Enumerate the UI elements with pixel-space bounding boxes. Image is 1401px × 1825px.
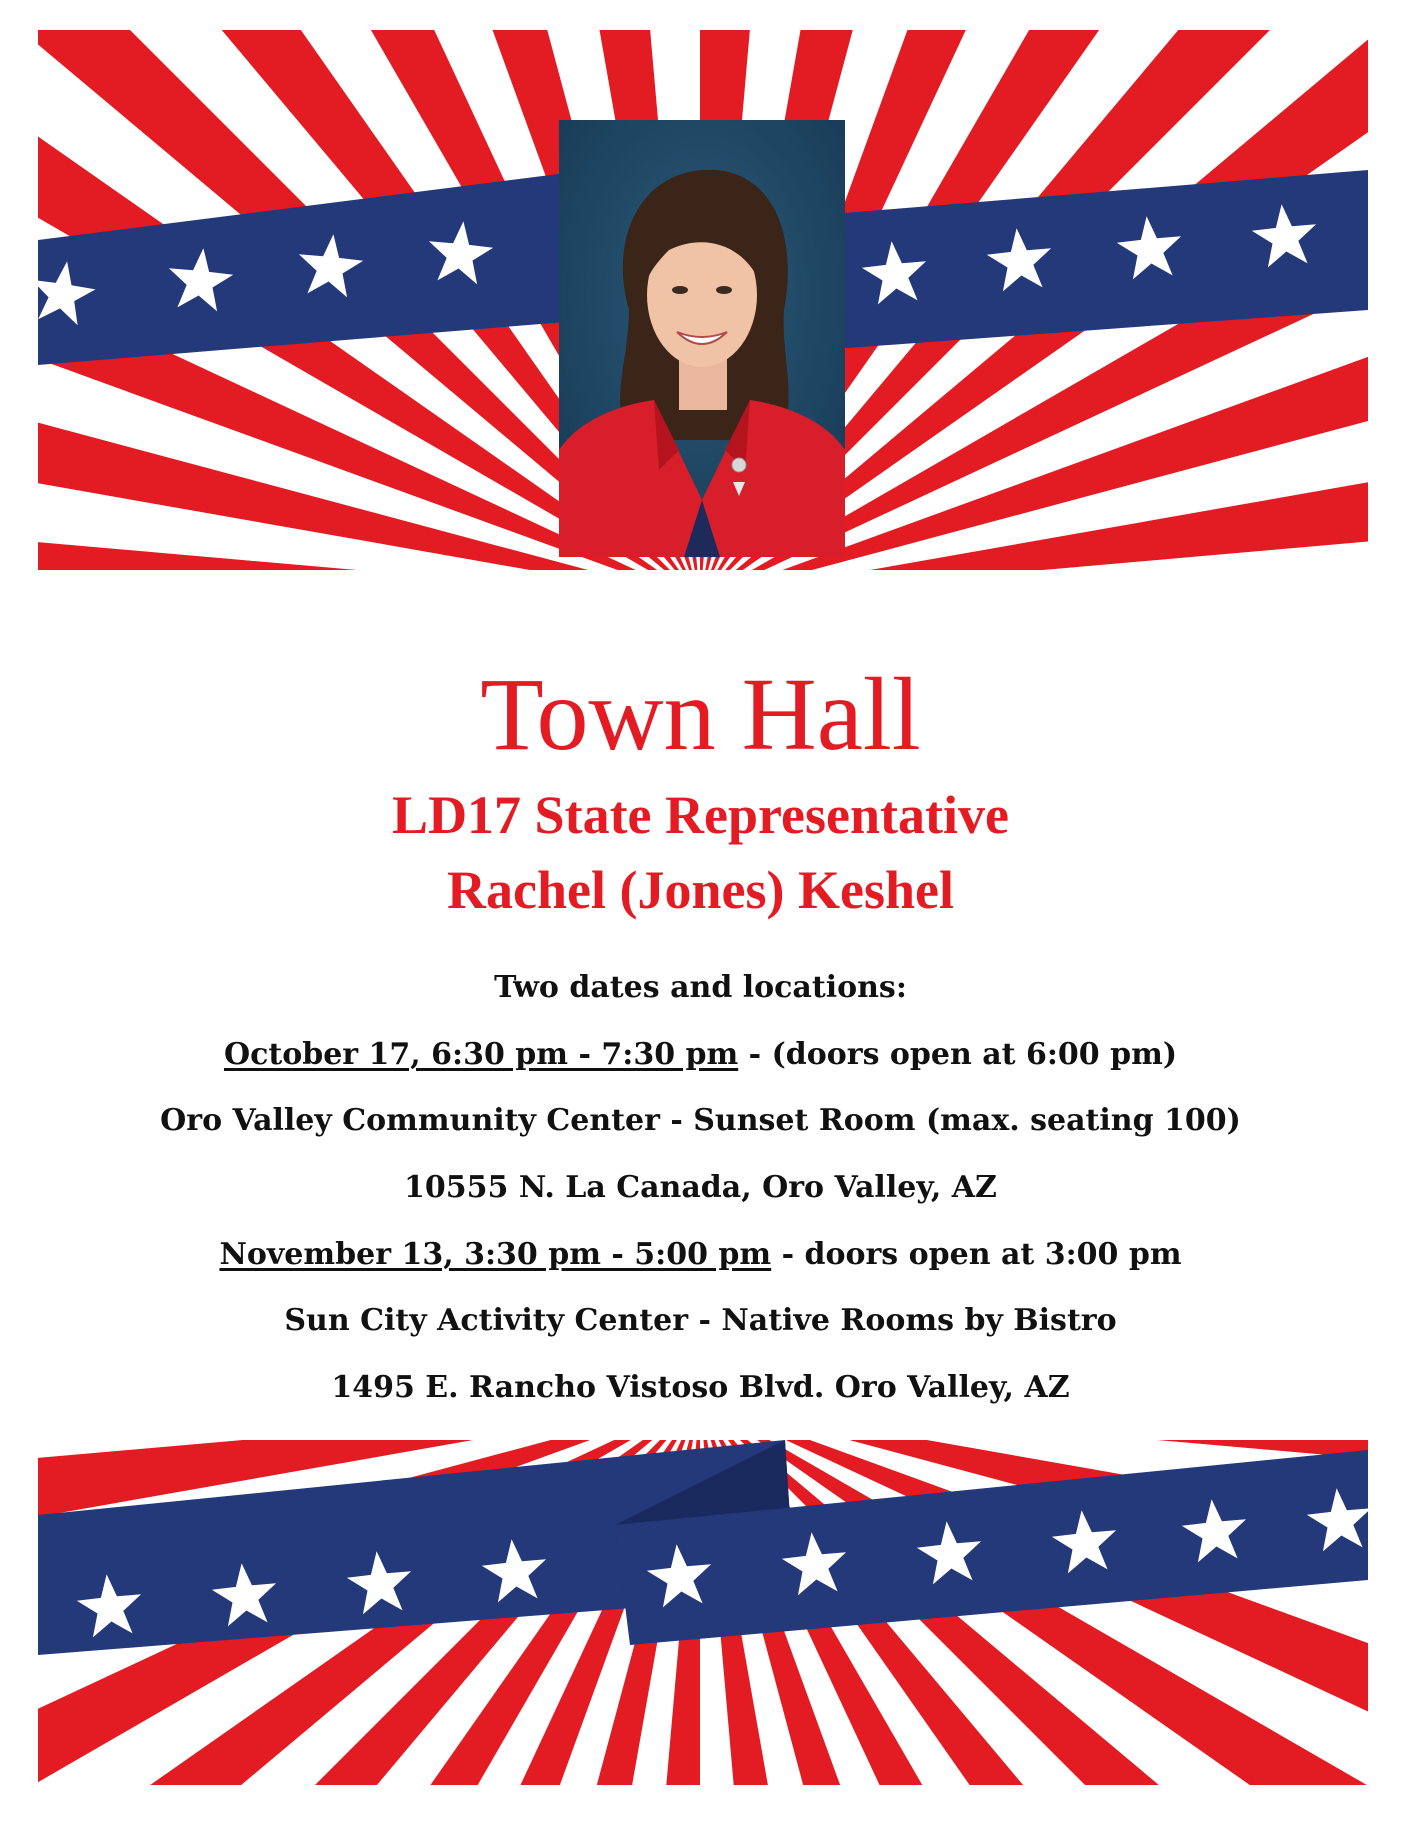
representative-name: Rachel (Jones) Keshel <box>447 860 954 920</box>
representative-title: LD17 State Representative <box>392 785 1009 845</box>
event1-address: 10555 N. La Canada, Oro Valley, AZ <box>404 1170 997 1205</box>
flyer-title: Town Hall <box>480 657 921 772</box>
bottom-stars-stripes-banner <box>0 1440 1401 1825</box>
event2-doors-open: - doors open at 3:00 pm <box>771 1237 1182 1272</box>
event1-date-time: October 17, 6:30 pm - 7:30 pm <box>223 1037 739 1072</box>
event1-time-line <box>0 1035 1401 1075</box>
event2-address: 1495 E. Rancho Vistoso Blvd. Oro Valley, AZ <box>331 1370 1070 1405</box>
event2-date-time: November 13, 3:30 pm - 5:00 pm <box>219 1237 772 1272</box>
event1-doors-open: - (doors open at 6:00 pm) <box>738 1037 1178 1072</box>
portrait-photo <box>559 120 845 557</box>
event2-time-line <box>0 1235 1401 1275</box>
event1-venue: Oro Valley Community Center - Sunset Room (max. seating 100) <box>160 1103 1241 1138</box>
event2-venue: Sun City Activity Center - Native Rooms by Bistro <box>284 1303 1117 1338</box>
dates-intro: Two dates and locations: <box>494 970 907 1005</box>
